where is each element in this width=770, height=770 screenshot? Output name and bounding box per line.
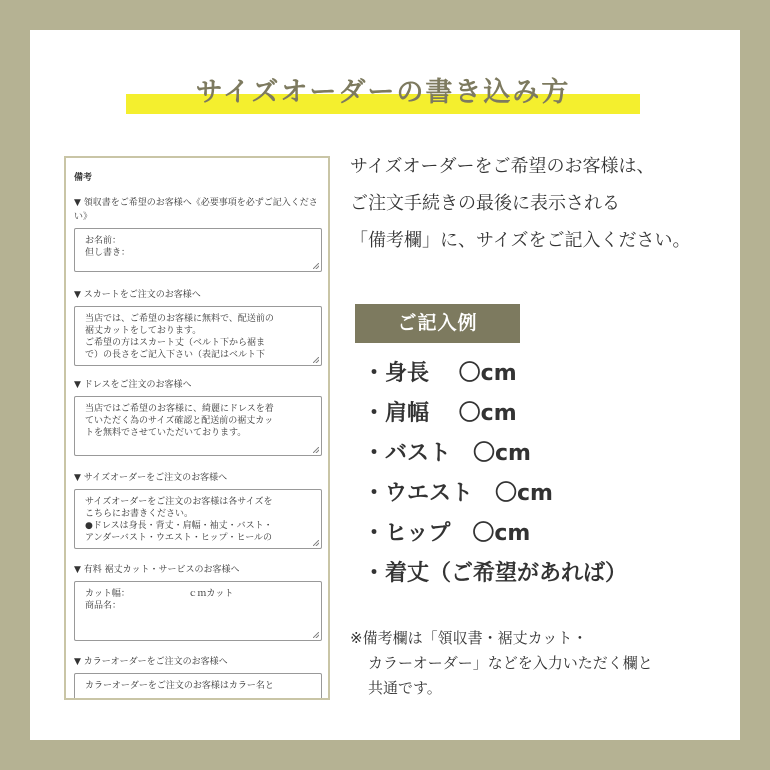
title-area (126, 66, 640, 118)
textarea-line: ご希望の方はスカート丈（ベルト下から裾ま (85, 338, 266, 348)
instruction-text (350, 148, 691, 259)
note-line: 共通です。 (368, 679, 442, 697)
form-heading: 備考 (74, 173, 93, 183)
example-badge: ご記入例 (355, 304, 520, 343)
form-section-size-order (74, 471, 322, 549)
section-label: ▼ 有料 裾丈カット・サービスのお客様へ (74, 565, 240, 575)
list-item: ・肩幅 〇cm (363, 401, 517, 426)
textarea-line: こちらにお書きください。 (85, 509, 194, 519)
form-section-receipt (74, 196, 322, 272)
content-card (30, 30, 740, 740)
form-section-color-order (74, 655, 322, 700)
note-line: カラーオーダー」などを入力いただく欄と (368, 654, 653, 672)
resize-grip-icon[interactable] (313, 357, 319, 363)
form-section-dress (74, 378, 322, 456)
textarea-line: で）の長さをご記入下さい（表記はベルト下 (85, 350, 266, 360)
skirt-textarea[interactable] (74, 306, 322, 366)
instruction-line: 「備考欄」に、サイズをご記入ください。 (350, 230, 691, 251)
textarea-line: カット幅： ｃｍカット (85, 589, 234, 599)
hem-cut-textarea[interactable] (74, 581, 322, 641)
section-label: ▼ サイズオーダーをご注文のお客様へ (74, 473, 228, 483)
textarea-line: 裾丈カットをしております。 (85, 326, 202, 336)
section-label: ▼ 領収書をご希望のお客様へ《必要事項を必ずご記入ください》 (74, 198, 318, 222)
form-section-hem-cut (74, 563, 322, 641)
resize-grip-icon[interactable] (313, 632, 319, 638)
textarea-line: 当店では、ご希望のお客様に無料で、配送前の (85, 314, 274, 324)
textarea-line: トを無料でさせていただいております。 (85, 428, 247, 438)
list-item: ・身長 〇cm (363, 361, 517, 386)
textarea-line: ●ドレスは身長・背丈・肩幅・袖丈・バスト・ (85, 521, 273, 531)
color-order-textarea[interactable] (74, 673, 322, 700)
section-label: ▼ ドレスをご注文のお客様へ (74, 380, 192, 390)
remarks-form-sample (64, 156, 330, 700)
textarea-line: カラーオーダーをご注文のお客様はカラー名と (85, 681, 274, 691)
resize-grip-icon[interactable] (313, 540, 319, 546)
resize-grip-icon[interactable] (313, 263, 319, 269)
textarea-line: ていただく為のサイズ確認と配送前の裾丈カッ (85, 416, 274, 426)
section-label: ▼ スカートをご注文のお客様へ (74, 290, 201, 300)
page-title: サイズオーダーの書き込み方 (195, 77, 571, 108)
receipt-textarea[interactable] (74, 228, 322, 272)
size-order-textarea[interactable] (74, 489, 322, 549)
list-item: ・バスト 〇cm (363, 441, 531, 466)
textarea-line: 但し書き： (85, 248, 131, 258)
textarea-line: お名前： (85, 236, 122, 246)
form-section-skirt (74, 288, 322, 366)
textarea-line: サイズオーダーをご注文のお客様は各サイズを (85, 497, 273, 507)
note-text (350, 626, 653, 701)
textarea-line: 当店ではご希望のお客様に、綺麗にドレスを着 (85, 404, 274, 414)
example-list (363, 354, 627, 594)
instruction-line: ご注文手続きの最後に表示される (350, 193, 620, 214)
textarea-line: 商品名： (85, 601, 122, 611)
list-item: ・着丈（ご希望があれば） (363, 561, 628, 586)
instruction-line: サイズオーダーをご希望のお客様は、 (350, 156, 655, 177)
list-item: ・ヒップ 〇cm (363, 521, 531, 546)
list-item: ・ウエスト 〇cm (363, 481, 553, 506)
resize-grip-icon[interactable] (313, 447, 319, 453)
dress-textarea[interactable] (74, 396, 322, 456)
note-line: ※備考欄は「領収書・裾丈カット・ (350, 629, 588, 647)
textarea-line: アンダーバスト・ウエスト・ヒップ・ヒールの (85, 533, 273, 543)
section-label: ▼ カラーオーダーをご注文のお客様へ (74, 657, 228, 667)
